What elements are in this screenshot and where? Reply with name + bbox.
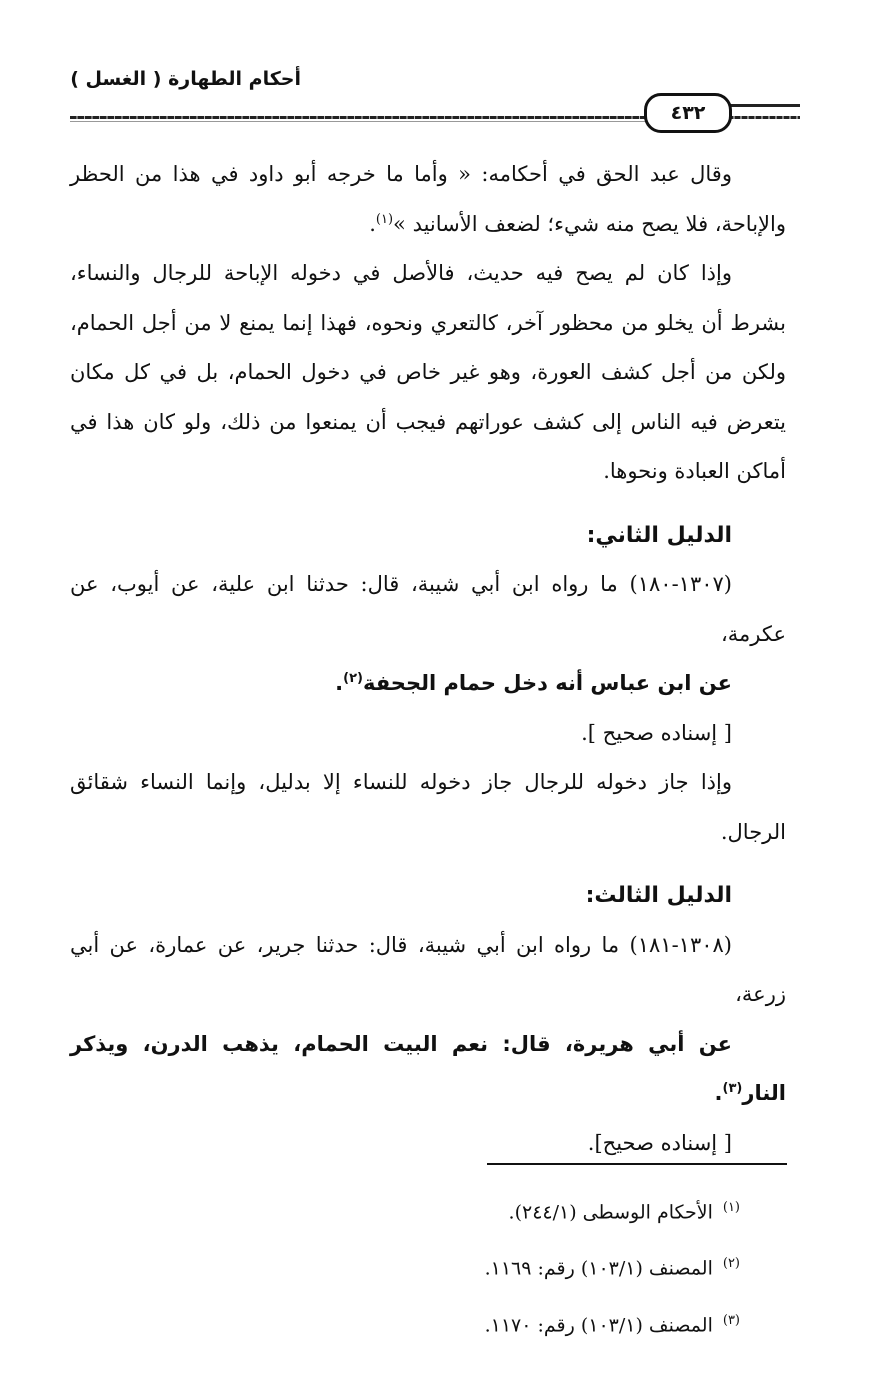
isnad-grade: [ إسناده صحيح ]. <box>581 720 732 745</box>
footnote-number: (٢) <box>722 1256 740 1272</box>
footnote-ref: (٣) <box>722 1081 743 1096</box>
hadith-text-body: عن ابن عباس أنه دخل حمام الجحفة <box>362 671 732 695</box>
main-text <box>70 150 786 1168</box>
header-ornament-line <box>728 116 800 119</box>
paragraph: (١٣٠٧-١٨٠) ما رواه ابن أبي شيبة، قال: حدثنا ابن علية، عن أيوب، عن عكرمة، <box>70 572 786 646</box>
hadith-text <box>70 659 786 709</box>
footnote-text: الأحكام الوسطى (٢٤٤/١). <box>508 1201 713 1224</box>
footnote-number: (٣) <box>722 1312 740 1328</box>
paragraph: وإذا جاز دخوله للرجال جاز دخوله للنساء إلا بدليل، وإنما النساء شقائق الرجال. <box>70 770 786 844</box>
footnote <box>300 1238 740 1294</box>
footnote-number: (١) <box>722 1200 740 1215</box>
section-heading: الدليل الثاني: <box>586 522 732 548</box>
footnote <box>300 1295 740 1351</box>
hadith-text <box>70 1020 786 1119</box>
footnotes <box>300 1182 740 1351</box>
section-heading: الدليل الثالث: <box>585 883 732 908</box>
punctuation: . <box>714 1081 723 1105</box>
punctuation: . <box>369 211 376 236</box>
footnote-ref: (١) <box>375 211 394 227</box>
page-number: ٤٣٢ <box>670 102 706 124</box>
header-rule-thin <box>70 121 710 122</box>
page-number-badge <box>644 93 732 133</box>
isnad-grade: [ إسناده صحيح]. <box>587 1130 732 1155</box>
punctuation: . <box>335 671 344 695</box>
running-header-title: أحكام الطهارة ( الغسل ) <box>70 68 301 90</box>
paragraph: (١٣٠٨-١٨١) ما رواه ابن أبي شيبة، قال: حدثنا جرير، عن عمارة، عن أبي زرعة، <box>70 932 786 1006</box>
hadith-text-body: عن أبي هريرة، قال: نعم البيت الحمام، يذهب الدرن، ويذكر النار <box>70 1031 786 1105</box>
paragraph-text: وقال عبد الحق في أحكامه: « وأما ما خرجه أبو داود في هذا من الحظر والإباحة، فلا يصح منه شيء؛ لضعف الأسانيد » <box>70 162 786 236</box>
footnote-text: المصنف (١٠٣/١) رقم: ١١٧٠. <box>484 1313 713 1336</box>
header-ornament-line <box>728 104 800 107</box>
footnote <box>300 1182 740 1238</box>
footnote-ref: (٢) <box>343 671 363 686</box>
footnote-text: المصنف (١٠٣/١) رقم: ١١٦٩. <box>484 1257 713 1280</box>
paragraph <box>70 150 786 249</box>
footnote-separator <box>487 1163 787 1165</box>
paragraph: وإذا كان لم يصح فيه حديث، فالأصل في دخوله الإباحة للرجال والنساء، بشرط أن يخلو من محظور آخر، كالتعري ونحوه، فهذا إنما يمنع لا من أجل الحمام، ولكن من أجل كشف العورة، وهو غير خاص في دخول الحمام، بل في كل مكان يتعرض فيه الناس إلى كشف عوراتهم فيجب أن يمنعوا من ذلك، ولو كان هذا في أماكن العبادة ونحوها. <box>70 261 786 483</box>
header-rule <box>70 116 710 119</box>
